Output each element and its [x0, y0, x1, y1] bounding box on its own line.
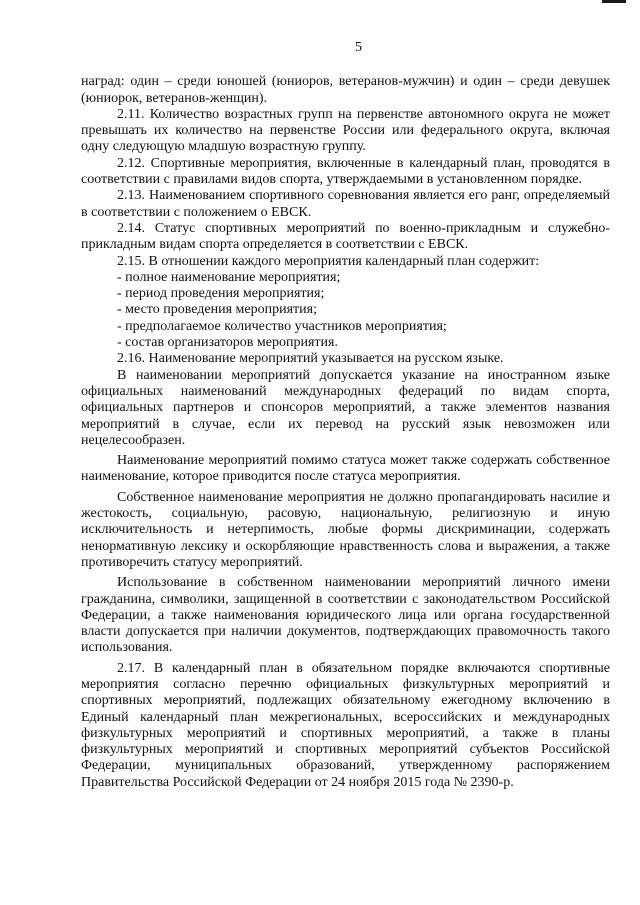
- paragraph-2-15: 2.15. В отношении каждого мероприятия календарный план содержит:: [117, 253, 540, 269]
- list-item: - период проведения мероприятия;: [117, 286, 325, 302]
- paragraph-2-12: 2.12. Спортивные мероприятия, включенные в календарный план, проводятся в соответствии с правилами видов спорта, утверждаемыми в установленном порядке.: [81, 155, 610, 188]
- paragraph-own-name-restrictions: Собственное наименование мероприятия не должно пропагандировать насилие и жестокость, социальную, расовую, национальную, религиозную и иную исключительность и нетерпимость, любые формы дискриминации, содержать ненормативную лексику и оскорбляющие нравственность слова и выражения, а также противоречить статусу мероприятий.: [81, 489, 610, 570]
- paragraph-2-16: 2.16. Наименование мероприятий указывается на русском языке.: [117, 351, 504, 367]
- paragraph-own-name: Наименование мероприятий помимо статуса может также содержать собственное наименование, которое приводится после статуса мероприятия.: [81, 453, 610, 485]
- list-item: - предполагаемое количество участников мероприятия;: [117, 318, 447, 334]
- paragraph-2-17: 2.17. В календарный план в обязательном порядке включаются спортивные мероприятия согласно перечню официальных физкультурных мероприятий и спортивных мероприятий, подлежащих обязательному ежегодному включению в Единый календарный план межрегиональных, всероссийских и международных физкультурных мероприятий и спортивных мероприятий, а также в планы физкультурных мероприятий и спортивных мероприятий субъектов Российской Федерации, муниципальных образований, утвержденному распоряжением Правительства Российской Федерации от 24 ноября 2015 года № 2390-р.: [81, 660, 610, 790]
- page-number: 5: [355, 40, 362, 55]
- paragraph-2-13: 2.13. Наименованием спортивного соревнования является его ранг, определяемый в соответствии с положением о ЕВСК.: [81, 188, 610, 220]
- paragraph-foreign-names: В наименовании мероприятий допускается указание на иностранном языке официальных наименований международных федераций по видам спорта, официальных партнеров и спонсоров мероприятий, а также элементов названия мероприятий в случае, если их перевод на русский язык невозможен или нецелесообразен.: [81, 367, 610, 448]
- paragraph-awards: наград: один – среди юношей (юниоров, ветеранов-мужчин) и один – среди девушек (юниорок, ветеранов-женщин).: [81, 74, 610, 106]
- list-item: - место проведения мероприятия;: [117, 302, 317, 318]
- paragraph-2-14: 2.14. Статус спортивных мероприятий по военно-прикладным и служебно-прикладным видам спорта определяется в соответствии с ЕВСК.: [81, 220, 610, 253]
- calendar-plan-contents-list: [81, 270, 610, 351]
- list-item: - состав организаторов мероприятия.: [117, 335, 338, 351]
- paragraph-2-11: 2.11. Количество возрастных групп на первенстве автономного округа не может превышать их количество на первенстве России или федерального округа, включая одну следующую младшую возрастную группу.: [81, 106, 610, 155]
- list-item: - полное наименование мероприятия;: [117, 269, 341, 285]
- document-page: [81, 0, 610, 791]
- paragraph-name-usage: Использование в собственном наименовании мероприятий личного имени гражданина, символики, защищенной в соответствии с законодательством Российской Федерации, а также наименования юридического лица или органа государственной власти допускается при наличии документов, подтверждающих правомочность такого использования.: [81, 575, 610, 656]
